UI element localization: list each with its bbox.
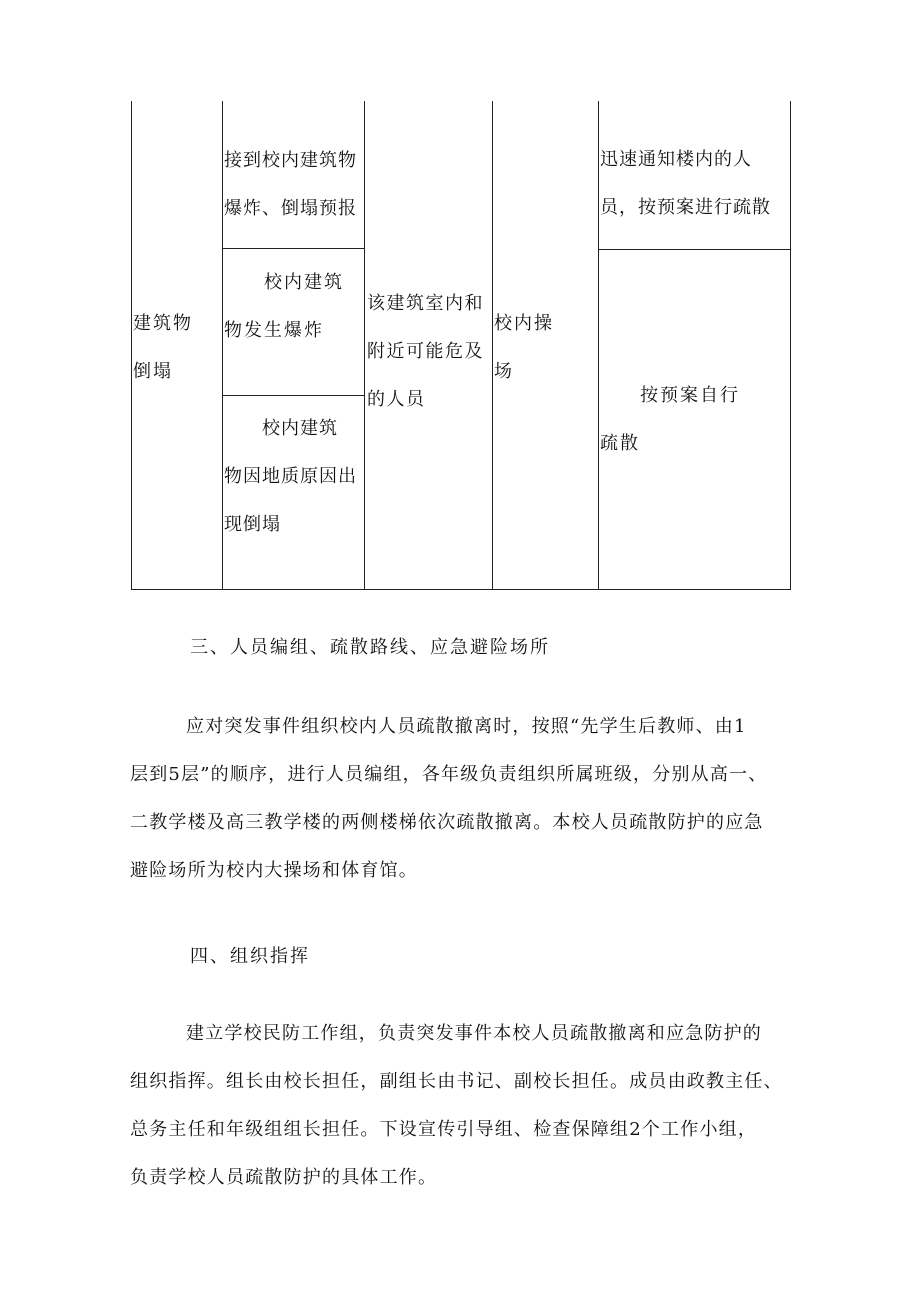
table-cell-situation-2: [224, 259, 366, 355]
paragraph-line: 应对突发事件组织校内人员疏散撤离时，按照“先学生后教师、由1: [186, 716, 747, 737]
cell-line: 建筑物: [133, 313, 193, 334]
cell-line: 物发生爆炸: [224, 320, 324, 341]
table-row-divider-action: [598, 249, 791, 250]
cell-line: 员，按预案进行疏散: [600, 197, 771, 218]
cell-line: 疏散: [600, 433, 640, 454]
table-cell-affected: [367, 280, 493, 424]
cell-line: 附近可能危及: [367, 341, 484, 362]
section-4-heading: 四、组织指挥: [190, 946, 310, 967]
paragraph-line: 建立学校民防工作组，负责突发事件本校人员疏散撤离和应急防护的: [186, 1023, 762, 1044]
table-cell-action-2: [600, 372, 790, 468]
section-3-paragraph: [130, 703, 792, 895]
table-cell-action-1: [600, 136, 790, 232]
cell-line: 按预案自行: [600, 385, 740, 406]
section-4-paragraph: [130, 1010, 792, 1202]
paragraph-line: 二教学楼及高三教学楼的两侧楼梯依次疏散撤离。本校人员疏散防护的应急: [130, 812, 764, 833]
cell-line: 倒塌: [133, 361, 173, 382]
cell-line: 的人员: [367, 389, 426, 410]
cell-line: 该建筑室内和: [367, 293, 484, 314]
cell-line: 现倒塌: [224, 514, 281, 535]
cell-line: 爆炸、倒塌预报: [224, 198, 357, 219]
cell-line: 场: [494, 361, 514, 382]
cell-line: 迅速通知楼内的人: [600, 149, 752, 170]
table-cell-situation-1: [224, 137, 366, 233]
paragraph-line: 总务主任和年级组组长担任。下设宣传引导组、检查保障组2个工作小组，: [130, 1119, 758, 1140]
paragraph-line: 避险场所为校内大操场和体育馆。: [130, 860, 418, 881]
cell-line: 物因地质原因出: [224, 466, 357, 487]
table-border-col2: [222, 101, 223, 590]
table-cell-category: [133, 300, 221, 396]
cell-line: 校内操: [494, 313, 554, 334]
cell-line: 校内建筑: [224, 418, 338, 439]
table-row-divider-1: [222, 248, 365, 249]
section-3-heading: 三、人员编组、疏散路线、应急避险场所: [190, 637, 550, 658]
cell-line: 校内建筑: [224, 272, 344, 293]
table-border-bottom: [131, 589, 791, 590]
table-cell-location: [494, 300, 598, 396]
paragraph-line: 负责学校人员疏散防护的具体工作。: [130, 1167, 438, 1188]
table-border-col5: [598, 101, 599, 590]
paragraph-line: 层到5层”的顺序，进行人员编组，各年级负责组织所属班级，分别从高一、: [130, 764, 768, 785]
table-border-left: [131, 101, 132, 590]
table-cell-situation-3: [224, 405, 366, 549]
cell-line: 接到校内建筑物: [224, 150, 357, 171]
paragraph-line: 组织指挥。组长由校长担任，副组长由书记、副校长担任。成员由政教主任、: [130, 1071, 783, 1092]
table-border-right: [790, 101, 791, 590]
table-row-divider-2: [222, 395, 365, 396]
